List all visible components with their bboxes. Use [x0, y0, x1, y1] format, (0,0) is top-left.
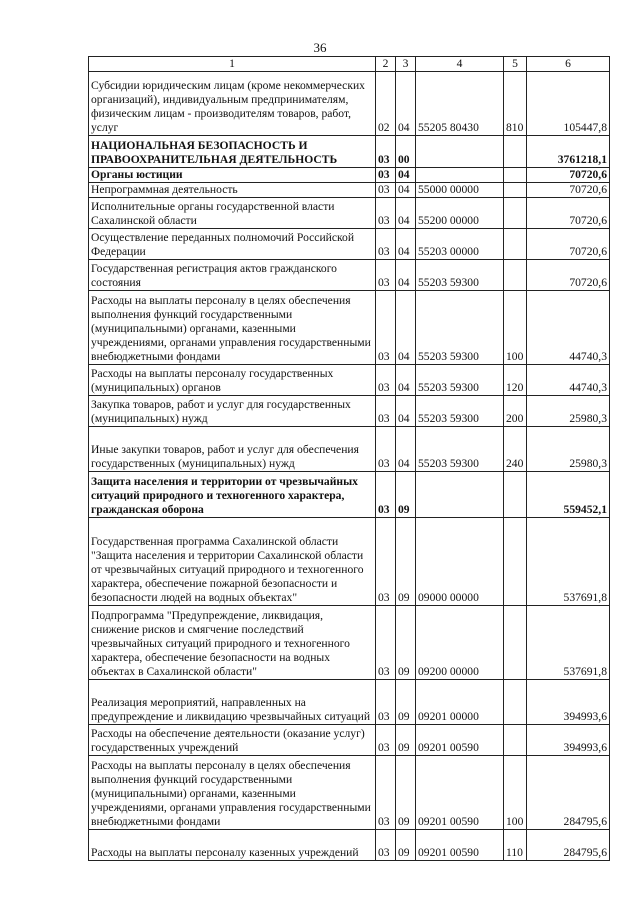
row-target-article-cell: [416, 136, 504, 168]
row-expense-type-cell: [504, 136, 527, 168]
row-expense-type-cell: [504, 229, 527, 260]
row-section-cell: 03: [376, 168, 396, 183]
row-amount-cell: 70720,6: [527, 198, 610, 229]
row-amount-cell: 25980,3: [527, 427, 610, 472]
row-expense-type-cell: 810: [504, 72, 527, 136]
row-expense-type-cell: [504, 183, 527, 198]
table-row: [89, 291, 610, 365]
row-section-cell: 03: [376, 396, 396, 427]
table-row: [89, 427, 610, 472]
row-name-cell: Субсидии юридическим лицам (кроме некоммерческих организаций), индивидуальным предпринимателям, физическим лицам - производителям товаров, работ, услуг: [89, 72, 376, 136]
table-row: [89, 229, 610, 260]
column-header-amount: 6: [527, 57, 610, 72]
row-section-cell: 03: [376, 680, 396, 725]
row-name-cell: Реализация мероприятий, направленных на предупреждение и ликвидацию чрезвычайных ситуаций: [89, 680, 376, 725]
row-amount-cell: 284795,6: [527, 830, 610, 861]
row-target-article-cell: 55203 59300: [416, 260, 504, 291]
table-row: [89, 396, 610, 427]
row-target-article-cell: 09201 00590: [416, 756, 504, 830]
row-subsection-cell: 04: [396, 427, 416, 472]
row-target-article-cell: 55203 59300: [416, 396, 504, 427]
table-row: [89, 168, 610, 183]
row-subsection-cell: 04: [396, 260, 416, 291]
row-target-article-cell: 55200 00000: [416, 198, 504, 229]
row-amount-cell: 394993,6: [527, 725, 610, 756]
row-section-cell: 03: [376, 260, 396, 291]
row-target-article-cell: 55000 00000: [416, 183, 504, 198]
row-expense-type-cell: [504, 725, 527, 756]
page-number: 36: [313, 40, 327, 55]
row-amount-cell: 70720,6: [527, 260, 610, 291]
row-section-cell: 03: [376, 518, 396, 606]
row-name-cell: Закупка товаров, работ и услуг для государственных (муниципальных) нужд: [89, 396, 376, 427]
row-section-cell: 03: [376, 291, 396, 365]
row-section-cell: 03: [376, 725, 396, 756]
budget-table: [88, 56, 610, 861]
row-section-cell: 03: [376, 606, 396, 680]
row-target-article-cell: 09000 00000: [416, 518, 504, 606]
row-name-cell: Расходы на выплаты персоналу казенных учреждений: [89, 830, 376, 861]
table-header-row: [89, 57, 610, 72]
row-subsection-cell: 09: [396, 606, 416, 680]
row-expense-type-cell: 240: [504, 427, 527, 472]
row-expense-type-cell: 100: [504, 291, 527, 365]
row-subsection-cell: 09: [396, 830, 416, 861]
row-expense-type-cell: 120: [504, 365, 527, 396]
row-subsection-cell: 04: [396, 291, 416, 365]
row-subsection-cell: 04: [396, 72, 416, 136]
row-expense-type-cell: 100: [504, 756, 527, 830]
table-row: [89, 472, 610, 518]
row-expense-type-cell: [504, 606, 527, 680]
row-amount-cell: 3761218,1: [527, 136, 610, 168]
row-name-cell: Государственная программа Сахалинской области "Защита населения и территории Сахалинской области от чрезвычайных ситуаций природного и техногенного характера, обеспечение пожарной безопасности и безопасности людей на водных объектах": [89, 518, 376, 606]
column-header-section: 2: [376, 57, 396, 72]
row-amount-cell: 559452,1: [527, 472, 610, 518]
column-header-name: 1: [89, 57, 376, 72]
row-amount-cell: 537691,8: [527, 518, 610, 606]
row-target-article-cell: 09200 00000: [416, 606, 504, 680]
row-name-cell: Расходы на выплаты персоналу в целях обеспечения выполнения функций государственными (муниципальными) органами, казенными учреждениями, органами управления государственными внебюджетными фондами: [89, 291, 376, 365]
row-expense-type-cell: [504, 168, 527, 183]
table-row: [89, 725, 610, 756]
row-section-cell: 03: [376, 183, 396, 198]
row-section-cell: 03: [376, 229, 396, 260]
row-name-cell: Органы юстиции: [89, 168, 376, 183]
table-row: [89, 183, 610, 198]
row-name-cell: Расходы на выплаты персоналу в целях обеспечения выполнения функций государственными (муниципальными) органами, казенными учреждениями, органами управления государственными внебюджетными фондами: [89, 756, 376, 830]
row-subsection-cell: 09: [396, 680, 416, 725]
row-expense-type-cell: 200: [504, 396, 527, 427]
row-expense-type-cell: 110: [504, 830, 527, 861]
row-subsection-cell: 04: [396, 168, 416, 183]
table-row: [89, 680, 610, 725]
row-amount-cell: 44740,3: [527, 291, 610, 365]
row-section-cell: 03: [376, 198, 396, 229]
row-target-article-cell: 55205 80430: [416, 72, 504, 136]
row-section-cell: 03: [376, 472, 396, 518]
row-target-article-cell: [416, 168, 504, 183]
row-expense-type-cell: [504, 198, 527, 229]
row-section-cell: 03: [376, 365, 396, 396]
row-name-cell: НАЦИОНАЛЬНАЯ БЕЗОПАСНОСТЬ И ПРАВООХРАНИТЕЛЬНАЯ ДЕЯТЕЛЬНОСТЬ: [89, 136, 376, 168]
row-amount-cell: 70720,6: [527, 183, 610, 198]
table-row: [89, 756, 610, 830]
row-subsection-cell: 09: [396, 756, 416, 830]
row-expense-type-cell: [504, 472, 527, 518]
row-target-article-cell: 55203 59300: [416, 427, 504, 472]
row-name-cell: Иные закупки товаров, работ и услуг для обеспечения государственных (муниципальных) нужд: [89, 427, 376, 472]
row-subsection-cell: 00: [396, 136, 416, 168]
table-row: [89, 136, 610, 168]
row-subsection-cell: 04: [396, 198, 416, 229]
column-header-expense-type: 5: [504, 57, 527, 72]
row-amount-cell: 25980,3: [527, 396, 610, 427]
row-name-cell: Исполнительные органы государственной власти Сахалинской области: [89, 198, 376, 229]
table-row: [89, 260, 610, 291]
row-section-cell: 03: [376, 136, 396, 168]
row-section-cell: 03: [376, 756, 396, 830]
table-row: [89, 72, 610, 136]
row-target-article-cell: 55203 59300: [416, 291, 504, 365]
table-row: [89, 198, 610, 229]
row-subsection-cell: 04: [396, 396, 416, 427]
row-name-cell: Расходы на обеспечение деятельности (оказание услуг) государственных учреждений: [89, 725, 376, 756]
row-section-cell: 02: [376, 72, 396, 136]
row-amount-cell: 44740,3: [527, 365, 610, 396]
row-name-cell: Защита населения и территории от чрезвычайных ситуаций природного и техногенного характера, гражданская оборона: [89, 472, 376, 518]
row-amount-cell: 394993,6: [527, 680, 610, 725]
row-target-article-cell: 09201 00590: [416, 830, 504, 861]
row-subsection-cell: 09: [396, 472, 416, 518]
row-subsection-cell: 09: [396, 518, 416, 606]
table-body: [89, 72, 610, 861]
row-expense-type-cell: [504, 518, 527, 606]
row-subsection-cell: 04: [396, 365, 416, 396]
table-row: [89, 518, 610, 606]
table-row: [89, 606, 610, 680]
row-target-article-cell: 09201 00000: [416, 680, 504, 725]
row-amount-cell: 105447,8: [527, 72, 610, 136]
row-subsection-cell: 04: [396, 183, 416, 198]
table-row: [89, 830, 610, 861]
row-subsection-cell: 04: [396, 229, 416, 260]
column-header-target-article: 4: [416, 57, 504, 72]
row-amount-cell: 537691,8: [527, 606, 610, 680]
row-amount-cell: 70720,6: [527, 168, 610, 183]
row-name-cell: Подпрограмма "Предупреждение, ликвидация, снижение рисков и смягчение последствий чрезвычайных ситуаций природного и техногенного характера, обеспечение безопасности на водных объектах в Сахалинской области": [89, 606, 376, 680]
row-amount-cell: 284795,6: [527, 756, 610, 830]
row-target-article-cell: [416, 472, 504, 518]
row-section-cell: 03: [376, 830, 396, 861]
row-target-article-cell: 55203 00000: [416, 229, 504, 260]
row-section-cell: 03: [376, 427, 396, 472]
column-header-subsection: 3: [396, 57, 416, 72]
row-subsection-cell: 09: [396, 725, 416, 756]
row-target-article-cell: 55203 59300: [416, 365, 504, 396]
row-expense-type-cell: [504, 680, 527, 725]
row-name-cell: Непрограммная деятельность: [89, 183, 376, 198]
row-target-article-cell: 09201 00590: [416, 725, 504, 756]
row-amount-cell: 70720,6: [527, 229, 610, 260]
row-expense-type-cell: [504, 260, 527, 291]
row-name-cell: Государственная регистрация актов гражданского состояния: [89, 260, 376, 291]
row-name-cell: Осуществление переданных полномочий Российской Федерации: [89, 229, 376, 260]
table-row: [89, 365, 610, 396]
row-name-cell: Расходы на выплаты персоналу государственных (муниципальных) органов: [89, 365, 376, 396]
